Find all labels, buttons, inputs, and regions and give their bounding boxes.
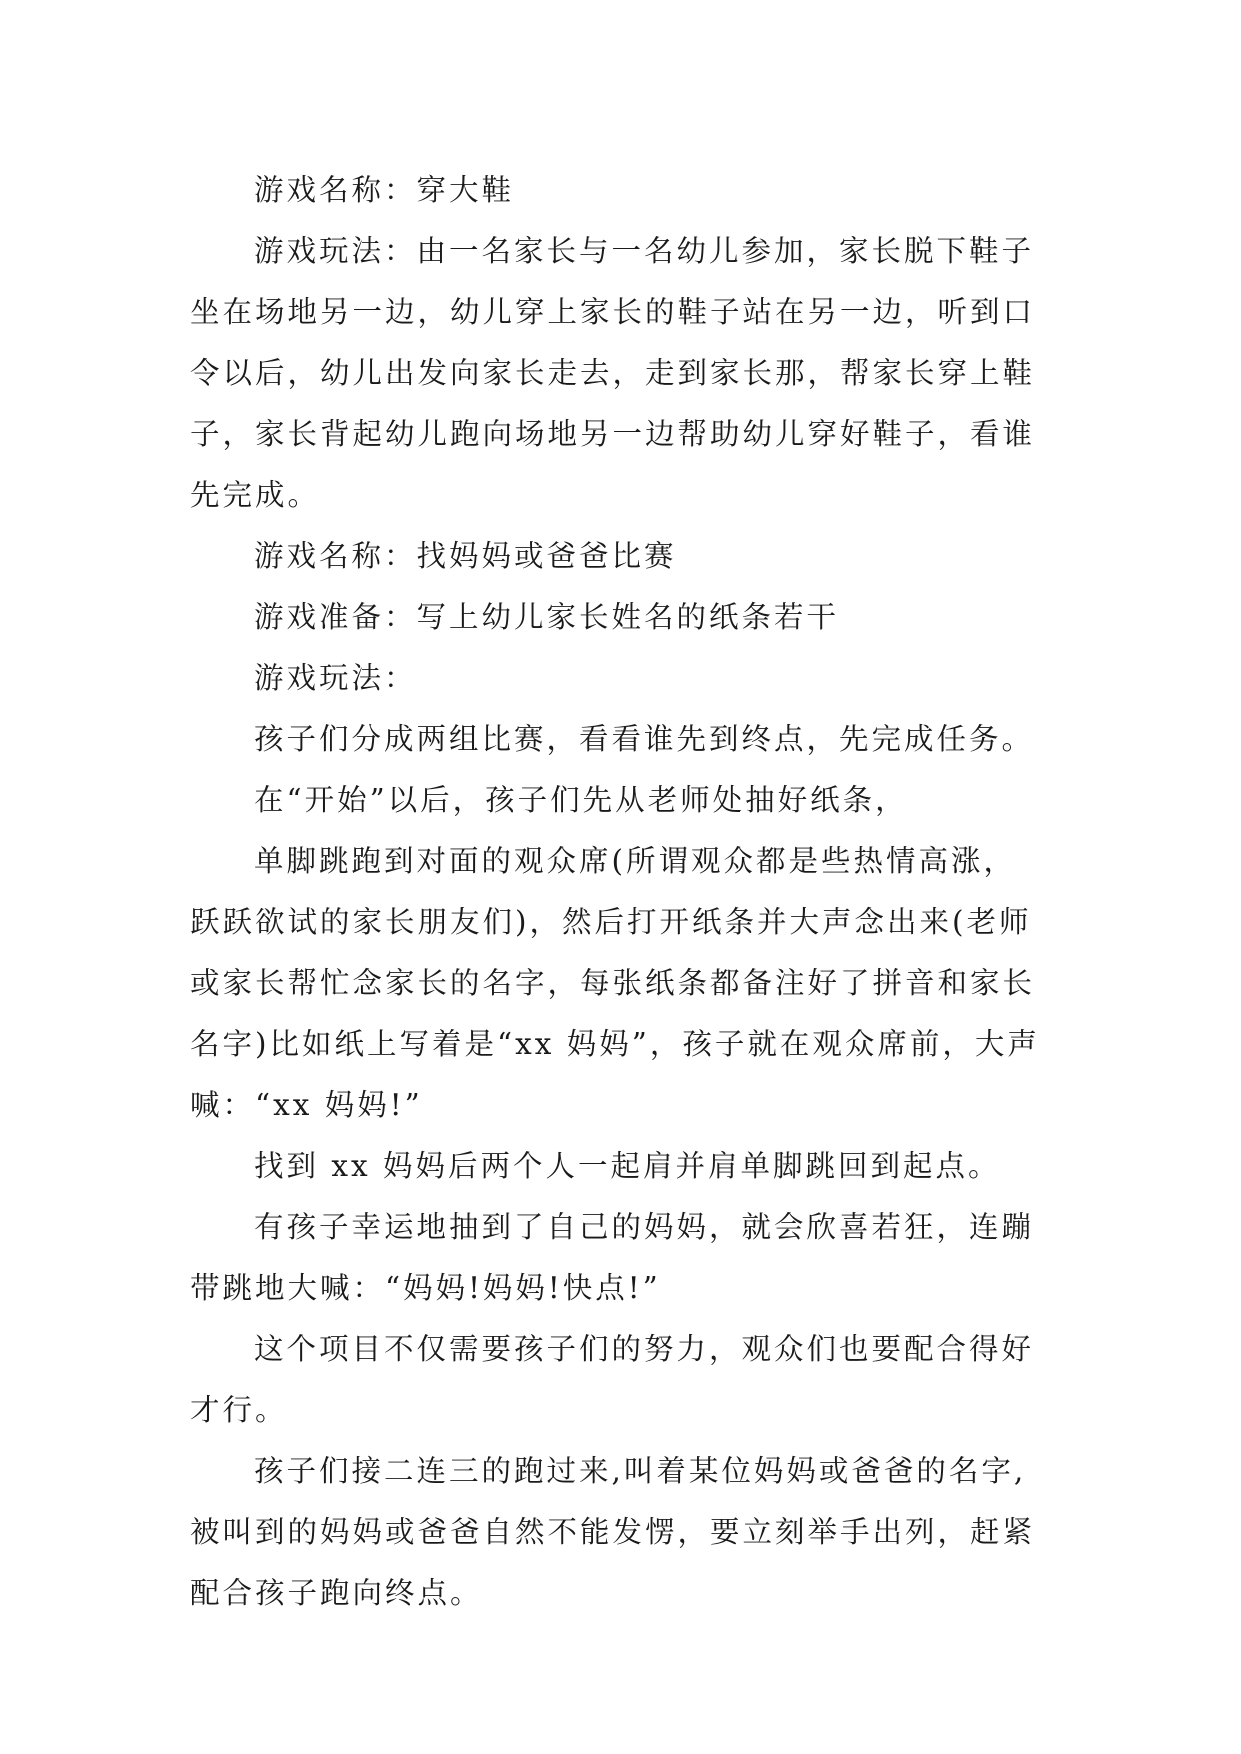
text-line: 游戏名称：找妈妈或爸爸比赛 [254,539,677,573]
text-line: 名字)比如纸上写着是“xx 妈妈”，孩子就在观众席前，大声 [190,1027,1040,1061]
text-line: 孩子们接二连三的跑过来,叫着某位妈妈或爸爸的名字, [254,1454,1027,1488]
text-line: 游戏准备：写上幼儿家长姓名的纸条若干 [254,600,840,634]
text-line: 才行。 [190,1393,288,1427]
text-line: 坐在场地另一边，幼儿穿上家长的鞋子站在另一边，听到口 [190,295,1036,329]
text-line: 被叫到的妈妈或爸爸自然不能发愣，要立刻举手出列，赶紧 [190,1515,1036,1549]
text-line: 游戏玩法： [254,661,417,695]
text-line: 喊：“xx 妈妈!” [190,1088,423,1122]
text-line: 单脚跳跑到对面的观众席(所谓观众都是些热情高涨， [254,844,1017,878]
text-line: 先完成。 [190,478,321,512]
text-line: 有孩子幸运地抽到了自己的妈妈，就会欣喜若狂，连蹦 [254,1210,1035,1244]
text-line: 带跳地大喊：“妈妈!妈妈!快点!” [190,1271,661,1305]
text-line: 子，家长背起幼儿跑向场地另一边帮助幼儿穿好鞋子，看谁 [190,417,1036,451]
text-line: 在“开始”以后，孩子们先从老师处抽好纸条， [254,783,908,817]
text-line: 跃跃欲试的家长朋友们)，然后打开纸条并大声念出来(老师 [190,905,1032,939]
text-line: 游戏名称：穿大鞋 [254,173,515,207]
text-line: 游戏玩法：由一名家长与一名幼儿参加，家长脱下鞋子 [254,234,1035,268]
text-line: 这个项目不仅需要孩子们的努力，观众们也要配合得好 [254,1332,1035,1366]
text-line: 孩子们分成两组比赛，看看谁先到终点，先完成任务。 [254,722,1035,756]
text-line: 或家长帮忙念家长的名字，每张纸条都备注好了拼音和家长 [190,966,1036,1000]
document-body [190,160,1055,1624]
text-line: 找到 xx 妈妈后两个人一起肩并肩单脚跳回到起点。 [254,1149,1001,1183]
text-line: 配合孩子跑向终点。 [190,1576,483,1610]
text-line: 令以后，幼儿出发向家长走去，走到家长那，帮家长穿上鞋 [190,356,1036,390]
